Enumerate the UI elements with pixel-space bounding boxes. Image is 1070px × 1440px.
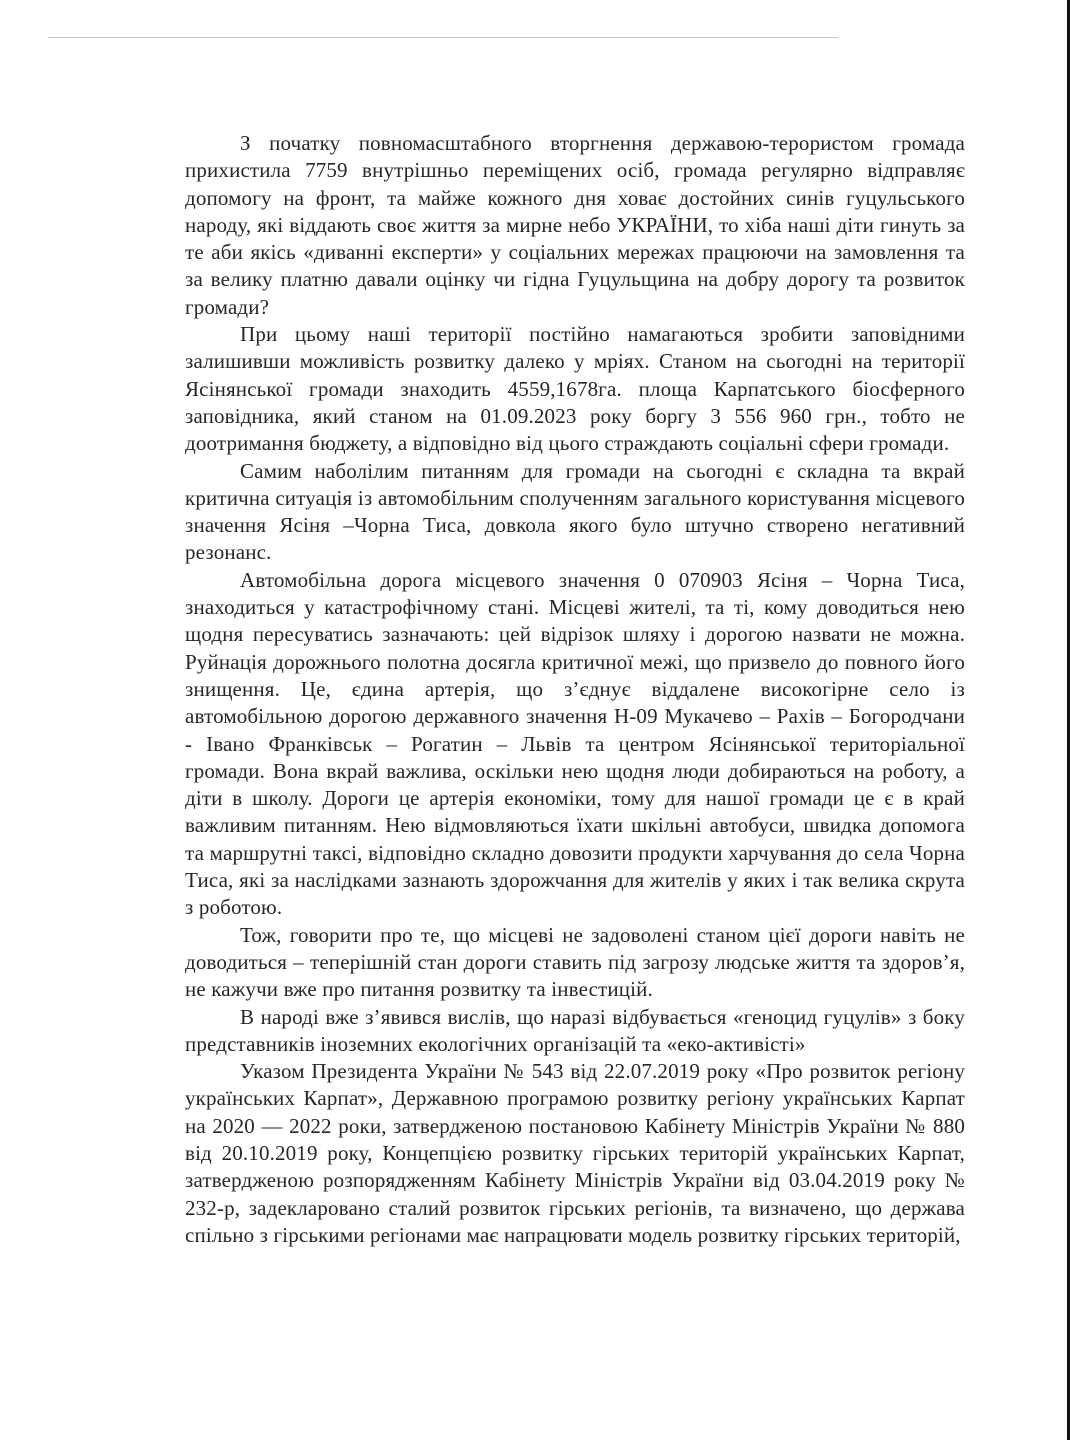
- top-scan-line: [48, 37, 838, 38]
- paragraph-road-condition: Автомобільна дорога місцевого значення 0 070903 Ясіня – Чорна Тиса, знаходиться у катастрофічному стані. Місцеві жителі, та ті, кому доводиться нею щодня пересуватись зазначають: цей відрізок шляху і дорогою назвати не можна. Руйнація дорожнього полотна досягла критичної межі, що призвело до повного його знищення. Це, єдина артерія, що з’єднує віддалене високогірне село із автомобільною дорогою державного значення Н-09 Мукачево – Рахів – Богородчани - Івано Франківськ – Рогатин – Львів та центром Ясінянської територіальної громади. Вона вкрай важлива, оскільки нею щодня люди добираються на роботу, а діти в школу. Дороги це артерія економіки, тому для нашої громади це є в край важливим питанням. Нею відмовляються їхати шкільні автобуси, швидка допомога та маршрутні таксі, відповідно складно довозити продукти харчування до села Чорна Тиса, які за наслідками зазнають здорожчання для жителів у яких і так велика скрута з роботою.: [185, 567, 965, 920]
- paragraph-invasion: З початку повномасштабного вторгнення державою-терористом громада прихистила 7759 внутрішньо переміщених осіб, громада регулярно відправляє допомогу на фронт, та майже кожного дня ховає достойних синів гуцульського народу, які віддають своє життя за мирне небо УКРАЇНИ, то хіба наші діти гинуть за те аби якісь «диванні експерти» у соціальних мережах працюючи на замовлення та за велику платню давали оцінку чи гідна Гуцульщина на добру дорогу та розвиток громади?: [185, 131, 965, 319]
- paragraph-road-issue: Самим наболілим питанням для громади на сьогодні є складна та вкрай критична ситуація із автомобільним сполученням загального користування місцевого значення Ясіня –Чорна Тиса, довкола якого було штучно створено негативний резонанс.: [185, 458, 965, 565]
- paragraph-saying: В народі вже з’явився вислів, що наразі відбувається «геноцид гуцулів» з боку представників іноземних екологічних організацій та «еко-активісті»: [185, 1004, 965, 1056]
- paragraph-residents: Тож, говорити про те, що місцеві не задоволені станом цієї дороги навіть не доводиться – теперішній стан дороги ставить під загрозу людське життя та здоров’я, не кажучи вже про питання розвитку та інвестицій.: [185, 922, 965, 1002]
- document-body: [185, 130, 965, 1249]
- paragraph-reserves: При цьому наші території постійно намагаються зробити заповідними залишивши можливість розвитку далеко у мріях. Станом на сьогодні на території Ясінянської громади знаходить 4559,1678га. площа Карпатського біосферного заповідника, який станом на 01.09.2023 року боргу 3 556 960 грн., тобто не доотримання бюджету, а відповідно від цього страждають соціальні сфери громади.: [185, 322, 965, 456]
- paragraph-decree: Указом Президента України № 543 від 22.07.2019 року «Про розвиток регіону українських Карпат», Державною програмою розвитку регіону українських Карпат на 2020 — 2022 роки, затвердженою постановою Кабінету Міністрів України № 880 від 20.10.2019 року, Концепцією розвитку гірських територій українських Карпат, затвердженою розпорядженням Кабінету Міністрів України від 03.04.2019 року № 232-р, задекларовано сталий розвиток гірських регіонів, та визначено, що держава спільно з гірськими регіонами має напрацювати модель розвитку гірських територій,: [185, 1059, 965, 1247]
